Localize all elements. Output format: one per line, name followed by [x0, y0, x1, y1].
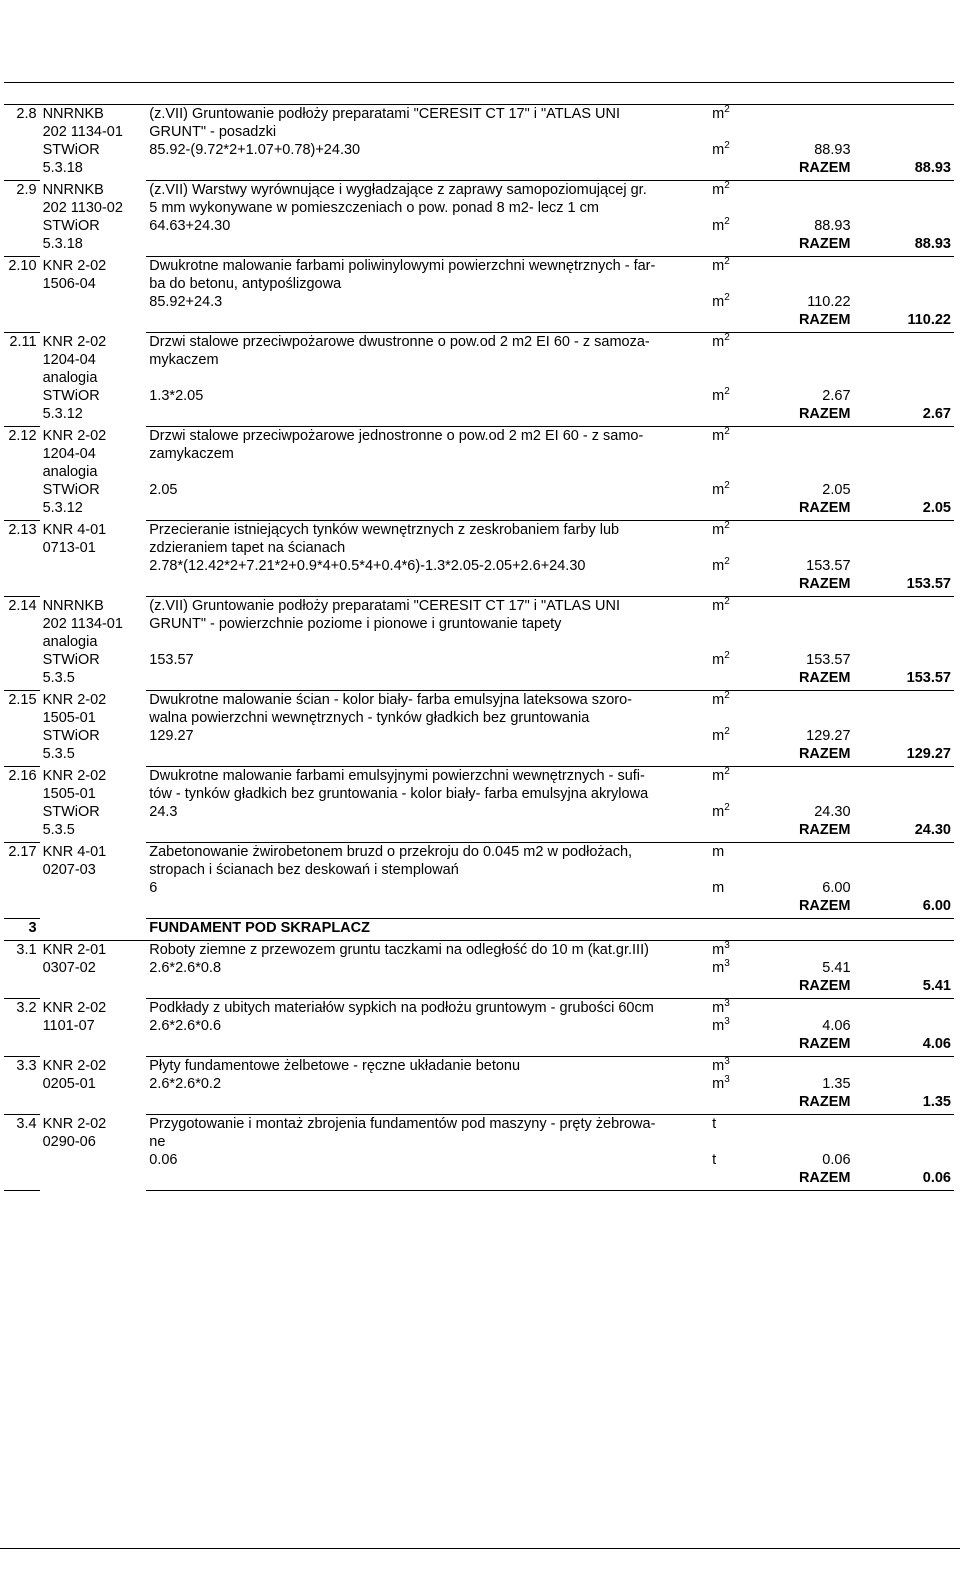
podstawa-line: KNR 2-02	[42, 1115, 107, 1132]
item-lp: 2.12	[8, 428, 37, 444]
razem-row	[4, 1035, 954, 1057]
item-lp: 2.8	[16, 106, 37, 122]
section-number: 3	[4, 919, 40, 941]
razem-row	[4, 405, 954, 427]
item-poszcz: 110.22	[807, 294, 851, 310]
calc-row	[4, 557, 954, 575]
item-podstawa	[40, 427, 147, 521]
podstawa-line: 5.3.18	[42, 160, 83, 176]
item-jm: $m^2$	[712, 426, 730, 444]
podstawa-line: NNRNKB	[42, 106, 104, 122]
podstawa-line: NNRNKB	[42, 181, 104, 198]
item-poszcz: 1.35	[822, 1076, 851, 1092]
razem-row	[4, 575, 954, 597]
item-calc-jm: $m^3$	[712, 1074, 730, 1092]
przedmiar-table	[4, 82, 954, 1191]
item-poszcz: 88.93	[814, 218, 851, 234]
razem-label: RAZEM	[753, 977, 853, 999]
item-razem: 153.57	[854, 575, 954, 597]
opis-line: Podkłady z ubitych materiałów sypkich na podłożu gruntowym - grubości 60cm	[149, 1000, 654, 1016]
razem-row	[4, 1093, 954, 1115]
item-razem: 0.06	[854, 1169, 954, 1191]
item-poszcz: 153.57	[806, 652, 851, 668]
calc-row	[4, 463, 954, 499]
item-calc-jm: $m^2$	[712, 216, 730, 234]
item-lp: 2.13	[8, 522, 37, 538]
opis-line: 5 mm wykonywane w pomieszczeniach o pow. ponad 8 m2- lecz 1 cm	[149, 200, 599, 216]
podstawa-line: 1506-04	[42, 275, 96, 292]
podstawa-line: STWiOR	[42, 217, 100, 234]
item-jm: $m^2$	[712, 180, 730, 198]
item-calc-jm: $m^2$	[712, 650, 730, 668]
item-calc: 85.92+24.3	[149, 294, 223, 310]
item-lp: 3.4	[16, 1116, 37, 1132]
podstawa-line: 0205-01	[42, 1075, 96, 1092]
item-jm: $m^3$	[712, 1056, 730, 1074]
item-lp: 2.11	[9, 334, 37, 350]
podstawa-line: STWiOR	[42, 387, 100, 404]
podstawa-line: STWiOR	[42, 803, 100, 820]
item-calc-jm: $m^2$	[712, 292, 730, 310]
section-row	[4, 919, 954, 941]
col-razem-header	[854, 83, 954, 105]
col-lp-header	[4, 83, 40, 105]
podstawa-line: KNR 2-02	[42, 427, 107, 444]
item-lp: 2.9	[16, 182, 37, 198]
item-poszcz: 5.41	[822, 960, 851, 976]
item-jm: $m^2$	[712, 256, 730, 274]
item-lp: 2.10	[8, 258, 37, 274]
item-jm: t	[712, 1116, 717, 1132]
razem-label: RAZEM	[753, 821, 853, 843]
opis-line: Dwukrotne malowanie farbami poliwinylowymi powierzchni wewnętrznych - far-	[149, 258, 656, 274]
item-opis	[146, 257, 709, 294]
podstawa-line: 202 1134-01	[42, 615, 123, 632]
item-poszcz: 153.57	[806, 558, 851, 574]
item-calc-jm: $m^2$	[712, 802, 730, 820]
opis-line: GRUNT" - powierzchnie poziome i pionowe i gruntowanie tapety	[149, 616, 562, 632]
podstawa-line: 202 1134-01	[42, 124, 123, 140]
item-calc: 2.6*2.6*0.8	[149, 960, 222, 976]
item-jm: $m^2$	[712, 520, 730, 538]
item-poszcz: 2.67	[822, 388, 851, 404]
item-calc-jm: $m^2$	[712, 556, 730, 574]
item-calc: 24.3	[149, 804, 178, 820]
podstawa-line: 5.3.5	[42, 821, 75, 838]
item-opis	[146, 427, 709, 464]
calc-row	[4, 727, 954, 745]
podstawa-line: 5.3.12	[42, 405, 83, 422]
item-calc: 129.27	[149, 728, 194, 744]
item-calc: 1.3*2.05	[149, 388, 204, 404]
calc-row	[4, 369, 954, 405]
calc-row	[4, 633, 954, 669]
item-calc: 2.6*2.6*0.6	[149, 1018, 222, 1034]
podstawa-line: NNRNKB	[42, 597, 104, 614]
item-jm: $m^2$	[712, 104, 730, 122]
calc-row	[4, 803, 954, 821]
table-row	[4, 181, 954, 218]
item-calc-jm: $m^2$	[712, 480, 730, 498]
item-razem: 1.35	[854, 1093, 954, 1115]
razem-row	[4, 669, 954, 691]
item-calc: 153.57	[149, 652, 194, 668]
item-razem: 110.22	[854, 311, 954, 333]
item-calc-jm: $m^3$	[712, 1016, 730, 1034]
calc-row	[4, 217, 954, 235]
podstawa-line: KNR 2-02	[42, 333, 107, 350]
item-podstawa	[40, 521, 147, 597]
razem-label: RAZEM	[753, 1035, 853, 1057]
table-header-row	[4, 83, 954, 105]
podstawa-line: 5.3.5	[42, 669, 75, 686]
footer-divider	[0, 1548, 960, 1549]
podstawa-line: KNR 2-02	[42, 691, 107, 708]
item-podstawa	[40, 941, 147, 999]
podstawa-line: STWiOR	[42, 727, 100, 744]
podstawa-line: 1505-01	[42, 709, 96, 726]
item-calc: 64.63+24.30	[149, 218, 231, 234]
item-opis	[146, 597, 709, 634]
item-podstawa	[40, 767, 147, 843]
razem-label: RAZEM	[753, 311, 853, 333]
item-lp: 3.1	[16, 942, 37, 958]
opis-line: mykaczem	[149, 352, 219, 368]
table-row	[4, 427, 954, 464]
podstawa-line: analogia	[42, 463, 98, 480]
item-calc-jm: $m^3$	[712, 958, 730, 976]
podstawa-line: 1204-04	[42, 351, 96, 368]
podstawa-line: KNR 2-02	[42, 257, 107, 274]
item-jm: m	[712, 844, 725, 860]
item-opis	[146, 941, 709, 960]
calc-row	[4, 879, 954, 897]
podstawa-line: 5.3.12	[42, 499, 83, 516]
razem-row	[4, 311, 954, 333]
razem-label: RAZEM	[753, 575, 853, 597]
razem-label: RAZEM	[753, 235, 853, 257]
opis-line: Dwukrotne malowanie farbami emulsyjnymi powierzchni wewnętrznych - sufi-	[149, 768, 645, 784]
item-podstawa	[40, 181, 147, 257]
item-lp: 3.2	[16, 1000, 37, 1016]
razem-label: RAZEM	[753, 745, 853, 767]
section-title: FUNDAMENT POD SKRAPLACZ	[146, 919, 709, 941]
razem-label: RAZEM	[753, 499, 853, 521]
podstawa-line: KNR 4-01	[42, 843, 107, 860]
item-poszcz: 129.27	[806, 728, 851, 744]
item-razem: 129.27	[854, 745, 954, 767]
razem-row	[4, 821, 954, 843]
table-row	[4, 999, 954, 1018]
item-razem: 4.06	[854, 1035, 954, 1057]
item-poszcz: 0.06	[822, 1152, 851, 1168]
razem-label: RAZEM	[753, 1169, 853, 1191]
podstawa-line: analogia	[42, 633, 98, 650]
razem-row	[4, 897, 954, 919]
item-poszcz: 4.06	[822, 1018, 851, 1034]
table-row	[4, 767, 954, 804]
item-razem: 153.57	[854, 669, 954, 691]
podstawa-line: 1505-01	[42, 785, 96, 802]
podstawa-line: 0207-03	[42, 861, 96, 878]
opis-line: Roboty ziemne z przewozem gruntu taczkami na odległość do 10 m (kat.gr.III)	[149, 942, 649, 958]
item-opis	[146, 521, 709, 558]
razem-row	[4, 745, 954, 767]
calc-row	[4, 1151, 954, 1169]
item-opis	[146, 333, 709, 370]
podstawa-line: STWiOR	[42, 651, 100, 668]
opis-line: zamykaczem	[149, 446, 234, 462]
item-podstawa	[40, 691, 147, 767]
podstawa-line: KNR 2-02	[42, 767, 107, 784]
item-opis	[146, 1115, 709, 1152]
item-opis	[146, 105, 709, 142]
opis-line: walna powierzchni wewnętrznych - tynków gładkich bez gruntowania	[149, 710, 590, 726]
item-calc: 2.6*2.6*0.2	[149, 1076, 222, 1092]
document-header	[0, 0, 960, 18]
podstawa-line: KNR 2-02	[42, 999, 107, 1016]
podstawa-line: 0713-01	[42, 539, 96, 556]
item-podstawa	[40, 1057, 147, 1115]
item-opis	[146, 843, 709, 880]
item-poszcz: 6.00	[822, 880, 851, 896]
item-opis	[146, 691, 709, 728]
calc-row	[4, 293, 954, 311]
razem-label: RAZEM	[753, 669, 853, 691]
item-razem: 88.93	[854, 235, 954, 257]
opis-line: Drzwi stalowe przeciwpożarowe jednostronne o pow.od 2 m2 EI 60 - z samo-	[149, 428, 644, 444]
razem-label: RAZEM	[753, 405, 853, 427]
razem-row	[4, 499, 954, 521]
podstawa-line: KNR 4-01	[42, 521, 107, 538]
item-calc-jm: $m^2$	[712, 726, 730, 744]
item-calc: 85.92-(9.72*2+1.07+0.78)+24.30	[149, 142, 361, 158]
item-opis	[146, 767, 709, 804]
calc-row	[4, 1075, 954, 1093]
item-opis	[146, 181, 709, 218]
opis-line: (z.VII) Gruntowanie podłoży preparatami "CERESIT CT 17" i "ATLAS UNI	[149, 106, 621, 122]
opis-line: stropach i ścianach bez deskowań i stemplowań	[149, 862, 459, 878]
calc-row	[4, 141, 954, 159]
table-row	[4, 691, 954, 728]
item-calc: 0.06	[149, 1152, 178, 1168]
razem-row	[4, 159, 954, 181]
opis-line: zdzieraniem tapet na ścianach	[149, 540, 346, 556]
item-podstawa	[40, 597, 147, 691]
item-poszcz: 2.05	[822, 482, 851, 498]
item-opis	[146, 999, 709, 1018]
table-row	[4, 333, 954, 370]
item-jm: $m^2$	[712, 596, 730, 614]
opis-line: GRUNT" - posadzki	[149, 124, 277, 140]
item-lp: 2.15	[8, 692, 37, 708]
table-row	[4, 521, 954, 558]
podstawa-line: 1204-04	[42, 445, 96, 462]
item-razem: 5.41	[854, 977, 954, 999]
razem-row	[4, 977, 954, 999]
opis-line: ne	[149, 1134, 166, 1150]
item-jm: $m^3$	[712, 940, 730, 958]
opis-line: ba do betonu, antypoślizgowa	[149, 276, 342, 292]
podstawa-line: STWiOR	[42, 142, 100, 158]
item-calc: 2.78*(12.42*2+7.21*2+0.9*4+0.5*4+0.4*6)-1.3*2.05-2.05+2.6+24.30	[149, 558, 586, 574]
item-jm: $m^2$	[712, 766, 730, 784]
podstawa-line: 202 1130-02	[42, 199, 123, 216]
calc-row	[4, 1017, 954, 1035]
item-podstawa	[40, 257, 147, 333]
item-opis	[146, 1057, 709, 1076]
item-razem: 2.67	[854, 405, 954, 427]
item-calc-jm: $m^2$	[712, 140, 730, 158]
opis-line: tów - tynków gładkich bez gruntowania - kolor biały- farba emulsyjna akrylowa	[149, 786, 649, 802]
razem-row	[4, 235, 954, 257]
podstawa-line: 0290-06	[42, 1133, 96, 1150]
col-podstawa-header	[40, 83, 147, 105]
table-row	[4, 941, 954, 960]
podstawa-line: STWiOR	[42, 481, 100, 498]
table-row	[4, 843, 954, 880]
item-jm: $m^3$	[712, 998, 730, 1016]
item-razem: 24.30	[854, 821, 954, 843]
opis-line: (z.VII) Warstwy wyrównujące i wygładzające z zaprawy samopoziomującej gr.	[149, 182, 647, 198]
item-razem: 88.93	[854, 159, 954, 181]
podstawa-line: 5.3.18	[42, 235, 83, 252]
opis-line: Drzwi stalowe przeciwpożarowe dwustronne o pow.od 2 m2 EI 60 - z samoza-	[149, 334, 650, 350]
opis-line: Zabetonowanie żwirobetonem bruzd o przekroju do 0.045 m2 w podłożach,	[149, 844, 633, 860]
item-podstawa	[40, 999, 147, 1057]
item-razem: 2.05	[854, 499, 954, 521]
calc-row	[4, 959, 954, 977]
podstawa-line: 5.3.5	[42, 745, 75, 762]
item-poszcz: 24.30	[814, 804, 851, 820]
table-row	[4, 597, 954, 634]
item-razem: 6.00	[854, 897, 954, 919]
podstawa-line: 0307-02	[42, 960, 96, 976]
podstawa-line: KNR 2-02	[42, 1057, 107, 1074]
podstawa-line: analogia	[42, 369, 98, 386]
razem-label: RAZEM	[753, 897, 853, 919]
item-calc-jm: m	[712, 880, 725, 896]
razem-label: RAZEM	[753, 159, 853, 181]
item-calc-jm: $m^2$	[712, 386, 730, 404]
table-row	[4, 257, 954, 294]
item-calc-jm: t	[712, 1152, 717, 1168]
opis-line: (z.VII) Gruntowanie podłoży preparatami "CERESIT CT 17" i "ATLAS UNI	[149, 598, 621, 614]
item-podstawa	[40, 1115, 147, 1191]
razem-row	[4, 1169, 954, 1191]
podstawa-line: 1101-07	[42, 1017, 95, 1034]
table-row	[4, 1057, 954, 1076]
item-lp: 2.16	[8, 768, 37, 784]
item-lp: 2.17	[8, 844, 37, 860]
item-podstawa	[40, 843, 147, 919]
item-calc: 6	[149, 880, 158, 896]
col-poszcz-header	[753, 83, 853, 105]
table-row	[4, 1115, 954, 1152]
item-lp: 3.3	[16, 1058, 37, 1074]
podstawa-line: KNR 2-01	[42, 942, 107, 958]
item-lp: 2.14	[8, 598, 37, 614]
item-jm: $m^2$	[712, 690, 730, 708]
opis-line: Przecieranie istniejących tynków wewnętrznych z zeskrobaniem farby lub	[149, 522, 620, 538]
razem-label: RAZEM	[753, 1093, 853, 1115]
item-podstawa	[40, 105, 147, 181]
opis-line: Płyty fundamentowe żelbetowe - ręczne układanie betonu	[149, 1058, 521, 1074]
opis-line: Przygotowanie i montaż zbrojenia fundamentów pod maszyny - pręty żebrowa-	[149, 1116, 656, 1132]
col-opis-header	[146, 83, 709, 105]
opis-line: Dwukrotne malowanie ścian - kolor biały- farba emulsyjna lateksowa szoro-	[149, 692, 632, 708]
item-poszcz: 88.93	[814, 142, 851, 158]
item-calc: 2.05	[149, 482, 178, 498]
col-jm-header	[709, 83, 753, 105]
table-row	[4, 105, 954, 142]
item-podstawa	[40, 333, 147, 427]
item-jm: $m^2$	[712, 332, 730, 350]
